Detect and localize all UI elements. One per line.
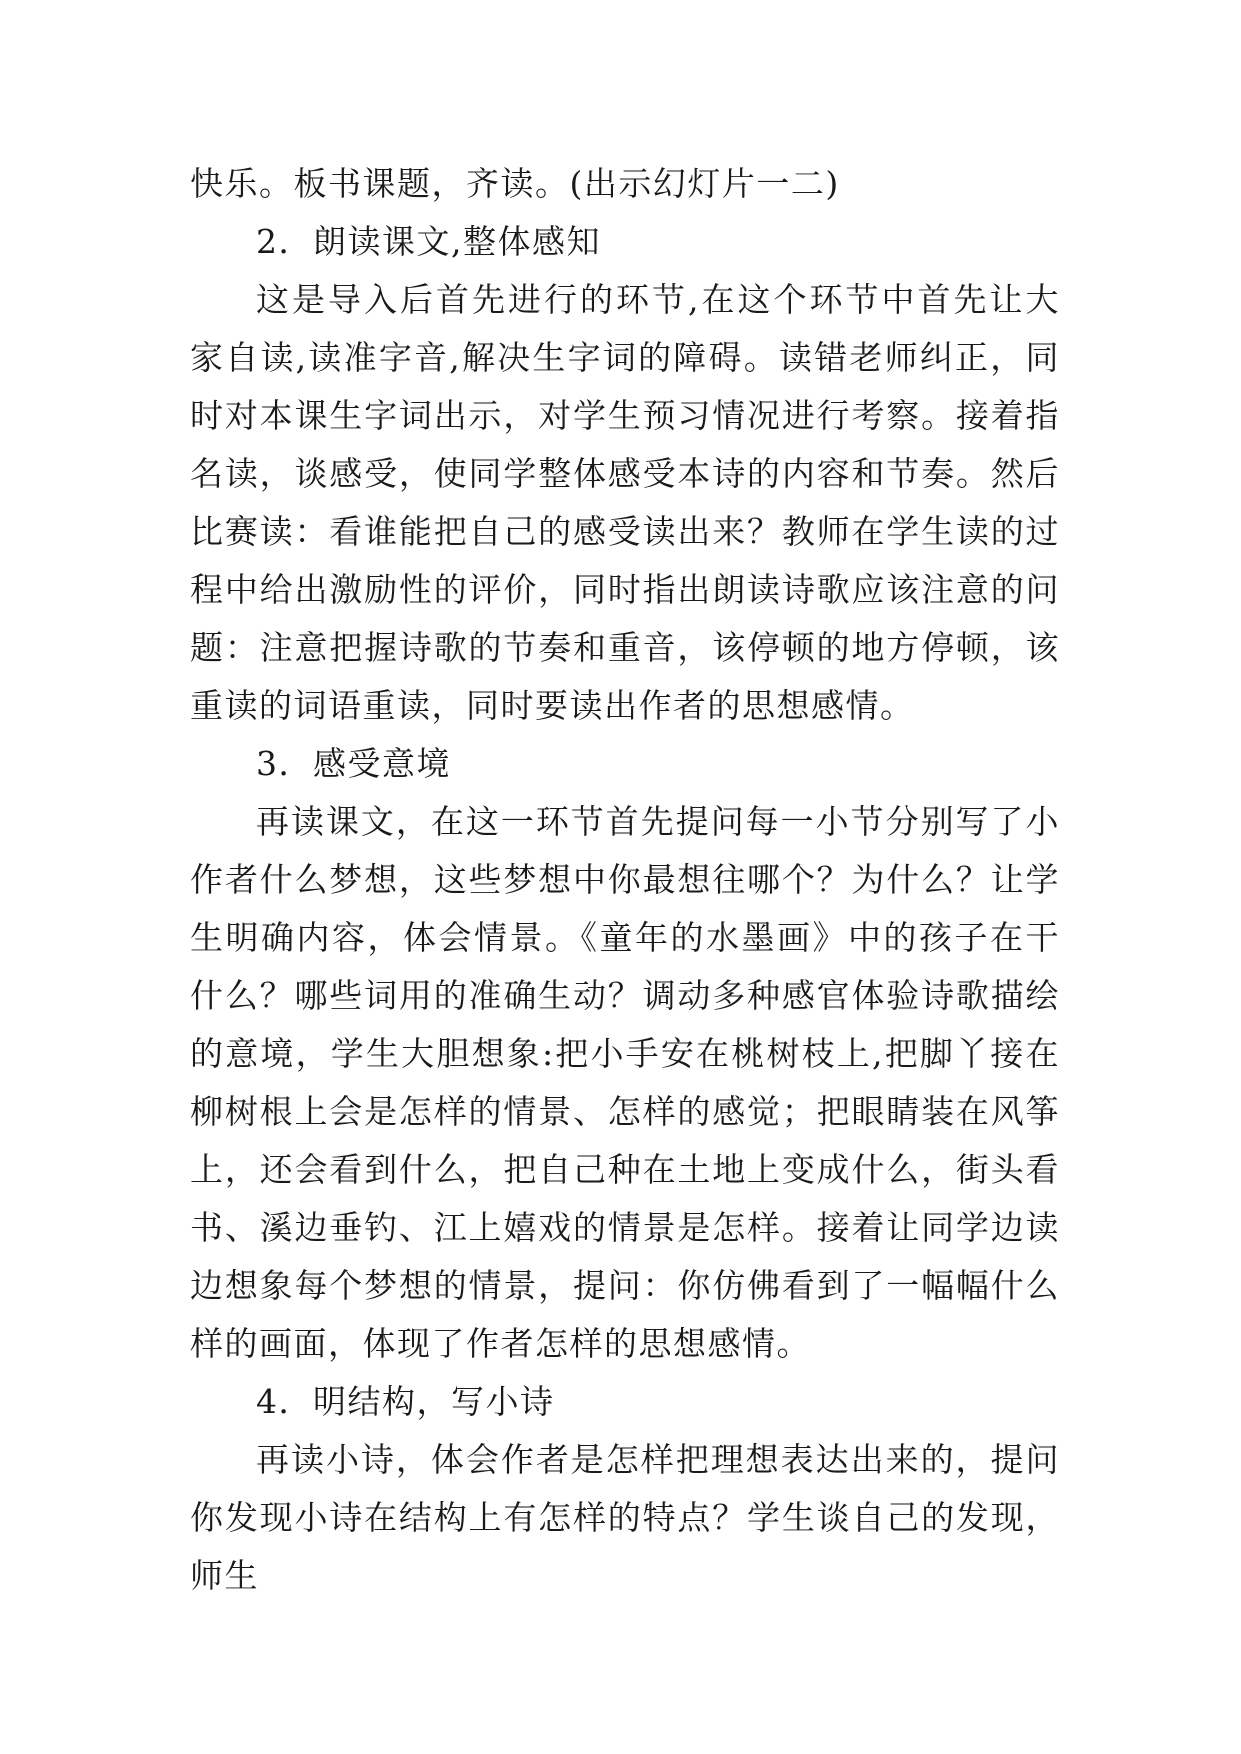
section-heading-2: 2．朗读课文,整体感知 xyxy=(256,222,601,261)
section-heading-4: 4．明结构，写小诗 xyxy=(256,1382,555,1421)
paragraph-imagery: 再读课文，在这一环节首先提问每一小节分别写了小作者什么梦想，这些梦想中你最想往哪个？为什么？让学生明确内容，体会情景。《童年的水墨画》中的孩子在干什么？哪些词用的准确生动？调动多种感官体验诗歌描绘的意境，学生大胆想象:把小手安在桃树枝上,把脚丫接在柳树根上会是怎样的情景、怎样的感觉；把眼睛装在风筝上，还会看到什么，把自己种在土地上变成什么，街头看书、溪边垂钓、江上嬉戏的情景是怎样。接着让同学边读边想象每个梦想的情景，提问：你仿佛看到了一幅幅什么样的画面，体现了作者怎样的思想感情。 xyxy=(190,802,1060,1363)
paragraph-continuation: 快乐。板书课题，齐读。(出示幻灯片一二) xyxy=(190,164,840,203)
paragraph-reading: 这是导入后首先进行的环节,在这个环节中首先让大家自读,读准字音,解决生字词的障碍。读错老师纠正，同时对本课生字词出示，对学生预习情况进行考察。接着指名读，谈感受，使同学整体感受本诗的内容和节奏。然后比赛读：看谁能把自己的感受读出来？教师在学生读的过程中给出激励性的评价，同时指出朗读诗歌应该注意的问题：注意把握诗歌的节奏和重音，该停顿的地方停顿，该重读的词语重读，同时要读出作者的思想感情。 xyxy=(190,280,1060,725)
section-heading-3: 3．感受意境 xyxy=(256,744,451,783)
document-body xyxy=(190,155,1060,1605)
paragraph-structure: 再读小诗，体会作者是怎样把理想表达出来的，提问你发现小诗在结构上有怎样的特点？学生谈自己的发现，师生 xyxy=(190,1440,1060,1595)
